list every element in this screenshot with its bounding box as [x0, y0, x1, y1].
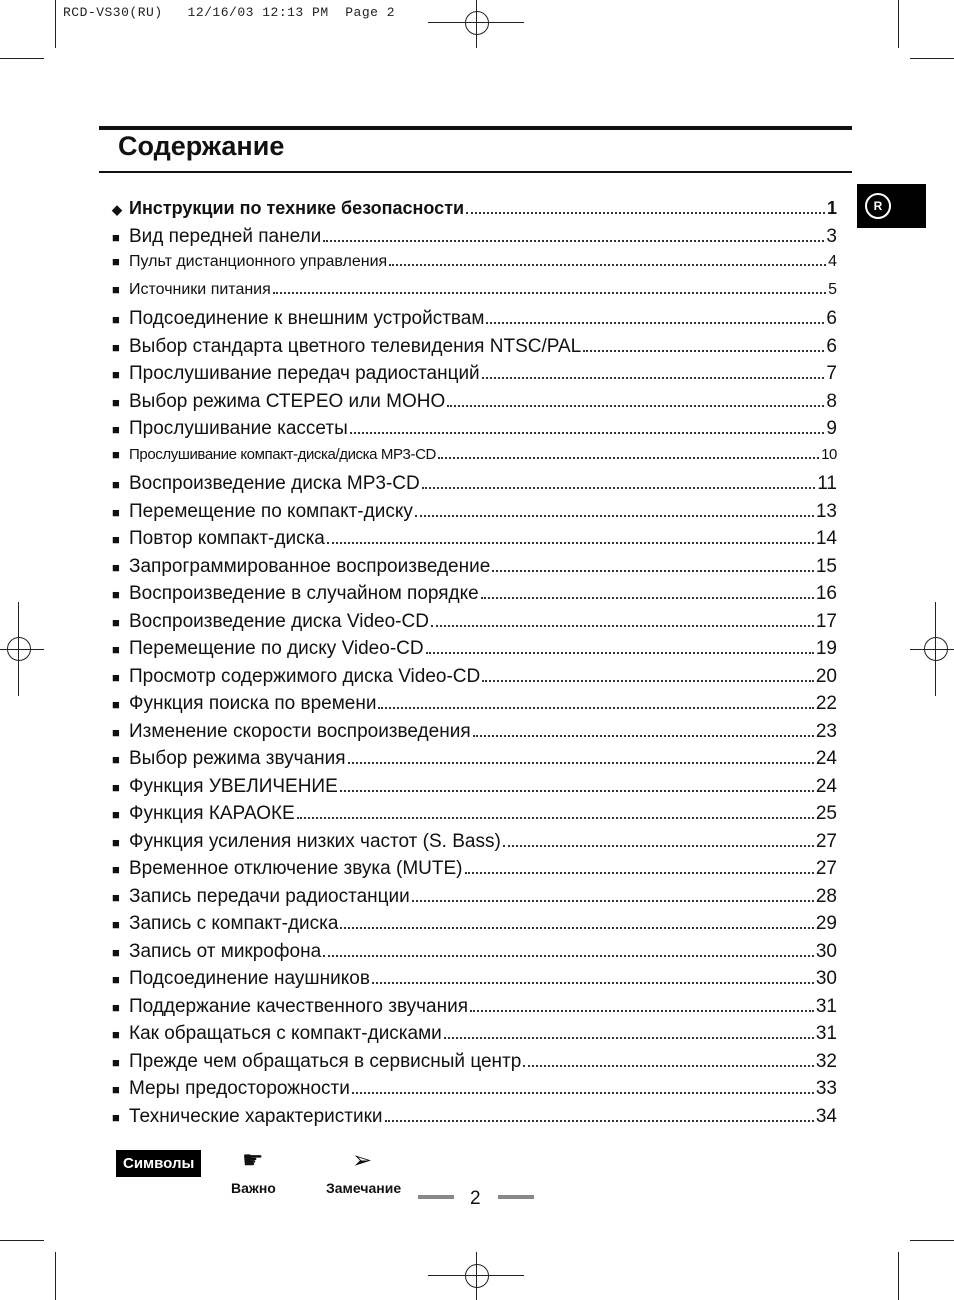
leader-dots	[503, 845, 814, 847]
leader-dots	[297, 817, 814, 819]
toc-entry[interactable]: ■ Запись с компакт-диска 29	[112, 913, 837, 934]
toc-entry-page: 17	[815, 610, 837, 632]
toc-entry-page: 4	[828, 253, 837, 270]
toc-entry[interactable]: ■ Прослушивание передач радиостанций 7	[112, 363, 837, 384]
leader-dots	[273, 292, 826, 294]
title-top-rule	[99, 126, 852, 130]
toc-entry-page: 10	[821, 445, 837, 463]
toc-entry-title: Прослушивание компакт-диска/диска MP3-CD	[129, 445, 436, 463]
toc-entry-page: 24	[815, 775, 837, 797]
leader-dots	[466, 212, 825, 214]
leader-dots	[583, 350, 824, 352]
toc-entry-page: 27	[815, 858, 837, 879]
crop-mark	[910, 58, 954, 59]
leader-dots	[473, 735, 814, 737]
toc-entry-page: 31	[815, 1023, 837, 1044]
toc-entry-title: Запись с компакт-диска	[129, 913, 339, 934]
toc-entry[interactable]: ■ Вид передней панели 3	[112, 225, 837, 247]
toc-entry-title: Прослушивание кассеты	[129, 418, 348, 439]
leader-dots	[415, 515, 814, 517]
toc-entry-page: 20	[815, 665, 837, 687]
leader-dots	[481, 597, 814, 599]
toc-entry-title: Временное отключение звука (MUTE)	[129, 858, 463, 879]
leader-dots	[340, 927, 813, 929]
toc-entry-page: 32	[815, 1050, 837, 1072]
toc-entry-page: 19	[815, 638, 837, 659]
toc-entry-title: Источники питания	[129, 280, 271, 298]
toc-entry-title: Повтор компакт-диска	[129, 528, 325, 549]
leader-dots	[492, 570, 814, 572]
toc-entry[interactable]: ■ Функция поиска по времени 22	[112, 693, 837, 714]
crop-mark	[55, 1252, 56, 1300]
crop-mark	[910, 1240, 954, 1241]
crop-mark	[55, 0, 56, 48]
toc-entry[interactable]: ■ Повтор компакт-диска 14	[112, 528, 837, 549]
toc-entry[interactable]: ◆ Инструкции по технике безопасности 1	[112, 198, 837, 218]
toc-entry-page: 34	[815, 1105, 837, 1127]
toc-entry[interactable]: ■ Функция УВЕЛИЧЕНИЕ 24	[112, 775, 837, 797]
leader-dots	[470, 1010, 814, 1012]
toc-entry-page: 6	[826, 335, 837, 357]
toc-entry-page: 1	[826, 198, 837, 218]
toc-entry[interactable]: ■ Выбор режима звучания 24	[112, 748, 837, 769]
leader-dots	[422, 487, 816, 489]
toc-entry-page: 5	[828, 280, 837, 298]
toc-entry-page: 23	[815, 720, 837, 742]
crop-mark	[0, 58, 44, 59]
toc-entry[interactable]: ■ Запись передачи радиостанции 28	[112, 885, 837, 907]
toc-entry[interactable]: ■ Воспроизведение в случайном порядке 16	[112, 583, 837, 604]
toc-entry[interactable]: ■ Изменение скорости воспроизведения 23	[112, 720, 837, 742]
toc-entry-title: Поддержание качественного звучания	[129, 995, 468, 1017]
toc-entry-page: 28	[815, 885, 837, 907]
toc-entry-page: 22	[815, 693, 837, 714]
leader-dots	[523, 1065, 814, 1067]
toc-entry-page: 31	[815, 995, 837, 1017]
pointing-hand-icon: ☛	[242, 1147, 264, 1174]
toc-entry-title: Выбор режима звучания	[129, 748, 346, 769]
leader-dots	[465, 872, 814, 874]
toc-entry-page: 30	[815, 968, 837, 989]
leader-dots	[486, 322, 824, 324]
toc-entry-title: Просмотр содержимого диска Video-CD	[129, 665, 481, 687]
leader-dots	[389, 264, 826, 266]
toc-entry-page: 6	[826, 308, 837, 329]
toc-entry[interactable]: ■ Как обращаться с компакт-дисками 31	[112, 1023, 837, 1044]
leader-dots	[323, 955, 814, 957]
toc-entry[interactable]: ■ Технические характеристики 34	[112, 1105, 837, 1127]
toc-entry-title: Прежде чем обращаться в сервисный центр	[129, 1050, 522, 1072]
crop-mark	[898, 0, 899, 48]
toc-entry-title: Запись передачи радиостанции	[129, 885, 410, 907]
table-of-contents	[112, 198, 837, 1133]
leader-dots	[438, 457, 819, 459]
toc-entry-title: Вид передней панели	[129, 225, 322, 247]
toc-entry[interactable]: ■ Функция КАРАОКЕ 25	[112, 803, 837, 824]
leader-dots	[327, 542, 814, 544]
crop-mark	[898, 1252, 899, 1300]
toc-entry-page: 33	[815, 1078, 837, 1099]
toc-entry[interactable]: ■ Пульт дистанционного управления 4	[112, 253, 837, 270]
toc-entry-title: Перемещение по диску Video-CD	[129, 638, 424, 659]
leader-dots	[431, 625, 814, 627]
toc-entry-title: Перемещение по компакт-диску	[129, 500, 413, 522]
toc-entry[interactable]: ■ Меры предосторожности 33	[112, 1078, 837, 1099]
toc-entry-page: 11	[817, 473, 837, 494]
toc-entry-title: Прослушивание передач радиостанций	[129, 363, 480, 384]
toc-entry-page: 30	[815, 940, 837, 962]
title-bottom-rule	[99, 171, 852, 173]
leader-dots	[350, 432, 825, 434]
toc-entry-page: 14	[815, 528, 837, 549]
leader-dots	[426, 652, 814, 654]
toc-entry[interactable]: ■ Запрограммированное воспроизведение 15	[112, 555, 837, 577]
toc-entry-page: 16	[815, 583, 837, 604]
page-number: 2	[470, 1188, 481, 1209]
print-header: RCD-VS30(RU) 12/16/03 12:13 PM Page 2	[63, 5, 396, 20]
leader-dots	[340, 790, 814, 792]
toc-entry-title: Воспроизведение диска MP3-CD	[129, 473, 420, 494]
toc-entry-title: Запись от микрофона	[129, 940, 322, 962]
toc-entry[interactable]: ■ Воспроизведение диска MP3-CD 11	[112, 473, 837, 494]
leader-dots	[412, 900, 814, 902]
toc-entry[interactable]: ■ Подсоединение наушников 30	[112, 968, 837, 989]
toc-entry-title: Меры предосторожности	[129, 1078, 350, 1099]
toc-entry-title: Изменение скорости воспроизведения	[129, 720, 471, 742]
important-label: Важно	[231, 1180, 276, 1196]
toc-entry-page: 24	[815, 748, 837, 769]
toc-entry[interactable]: ■ Выбор стандарта цветного телевидения NTSC/PAL 6	[112, 335, 837, 357]
toc-entry-title: Функция КАРАОКЕ	[129, 803, 295, 824]
toc-entry[interactable]: ■ Выбор режима СТЕРЕО или МОНО 8	[112, 390, 837, 412]
toc-entry-title: Воспроизведение диска Video-CD	[129, 610, 429, 632]
note-label: Замечание	[326, 1180, 402, 1196]
toc-entry-title: Пульт дистанционного управления	[129, 253, 388, 270]
toc-entry[interactable]: ■ Временное отключение звука (MUTE) 27	[112, 858, 837, 879]
leader-dots	[444, 1037, 814, 1039]
toc-entry-page: 7	[826, 363, 837, 384]
toc-entry-page: 9	[826, 418, 837, 439]
toc-entry-title: Подсоединение наушников	[129, 968, 370, 989]
toc-entry-page: 3	[826, 225, 837, 247]
toc-entry-title: Функция усиления низких частот (S. Bass)	[129, 830, 501, 852]
toc-entry[interactable]: ■ Функция усиления низких частот (S. Bass) 27	[112, 830, 837, 852]
leader-dots	[447, 405, 824, 407]
leader-dots	[482, 377, 825, 379]
leader-dots	[348, 762, 814, 764]
toc-entry-title: Технические характеристики	[129, 1105, 383, 1127]
leader-dots	[385, 1120, 814, 1122]
language-tab	[857, 184, 926, 228]
toc-entry-page: 15	[815, 555, 837, 577]
arrow-icon: ➢	[352, 1147, 373, 1174]
page-title: Содержание	[118, 131, 285, 161]
toc-entry-title: Выбор режима СТЕРЕО или МОНО	[129, 390, 446, 412]
toc-entry-title: Как обращаться с компакт-дисками	[129, 1023, 442, 1044]
crop-mark	[0, 1240, 44, 1241]
toc-entry[interactable]: ■ Источники питания 5	[112, 280, 837, 298]
toc-entry[interactable]: ■ Прослушивание компакт-диска/диска MP3-CD 10	[112, 445, 837, 463]
page-number-rule-right	[498, 1195, 534, 1199]
toc-entry[interactable]: ■ Перемещение по компакт-диску 13	[112, 500, 837, 522]
toc-entry[interactable]: ■ Воспроизведение диска Video-CD 17	[112, 610, 837, 632]
leader-dots	[372, 982, 814, 984]
toc-entry-title: Функция УВЕЛИЧЕНИЕ	[129, 775, 338, 797]
toc-entry[interactable]: ■ Поддержание качественного звучания 31	[112, 995, 837, 1017]
toc-entry-page: 25	[815, 803, 837, 824]
leader-dots	[378, 707, 813, 709]
toc-entry[interactable]: ■ Просмотр содержимого диска Video-CD 20	[112, 665, 837, 687]
leader-dots	[323, 240, 824, 242]
toc-entry[interactable]: ■ Подсоединение к внешним устройствам 6	[112, 308, 837, 329]
toc-entry[interactable]: ■ Запись от микрофона 30	[112, 940, 837, 962]
toc-entry-title: Выбор стандарта цветного телевидения NTSC/PAL	[129, 335, 582, 357]
toc-entry-page: 8	[826, 390, 837, 412]
toc-entry[interactable]: ■ Прослушивание кассеты 9	[112, 418, 837, 439]
toc-entry[interactable]: ■ Перемещение по диску Video-CD 19	[112, 638, 837, 659]
toc-entry-title: Инструкции по технике безопасности	[129, 198, 465, 218]
toc-entry-title: Подсоединение к внешним устройствам	[129, 308, 485, 329]
toc-entry-title: Воспроизведение в случайном порядке	[129, 583, 479, 604]
leader-dots	[352, 1092, 814, 1094]
leader-dots	[482, 680, 814, 682]
language-tab-badge: R	[865, 193, 891, 219]
toc-entry-page: 13	[815, 500, 837, 522]
toc-entry-title: Функция поиска по времени	[129, 693, 377, 714]
page-number-rule-left	[418, 1195, 454, 1199]
toc-entry-page: 27	[815, 830, 837, 852]
toc-entry[interactable]: ■ Прежде чем обращаться в сервисный центр 32	[112, 1050, 837, 1072]
toc-entry-page: 29	[815, 913, 837, 934]
toc-entry-title: Запрограммированное воспроизведение	[129, 555, 491, 577]
symbols-label: Символы	[116, 1150, 201, 1177]
